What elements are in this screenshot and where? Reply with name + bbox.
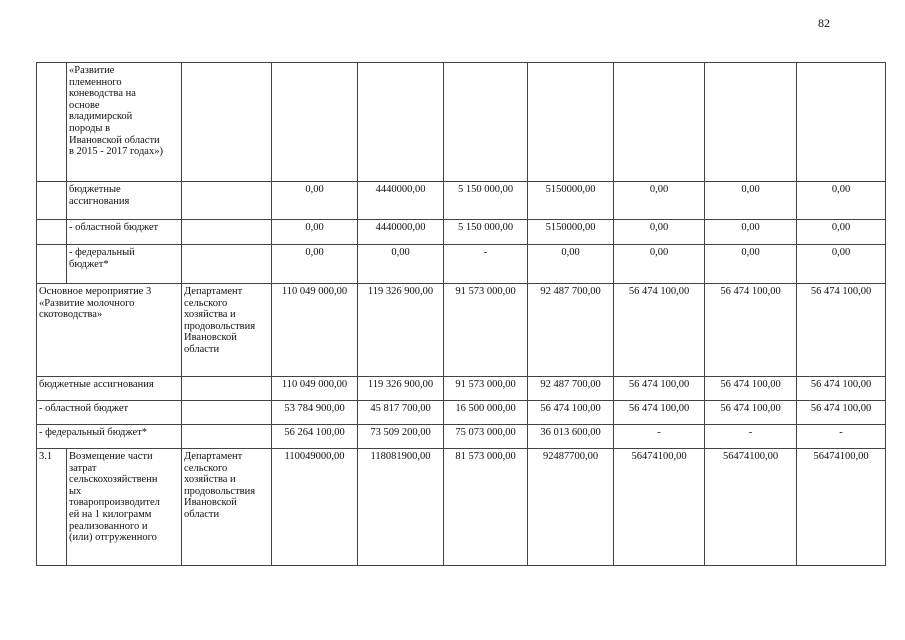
- row-number-cell: 3.1: [37, 449, 67, 566]
- budget-line-label: - федеральный бюджет*: [67, 245, 182, 284]
- executor-cell: [182, 220, 272, 245]
- value-cell: 56474100,00: [705, 449, 797, 566]
- value-cell: 92487700,00: [528, 449, 614, 566]
- value-cell: -: [797, 425, 886, 449]
- value-cell: 56 474 100,00: [614, 377, 705, 401]
- value-cell: 56 474 100,00: [528, 401, 614, 425]
- value-cell: 56 474 100,00: [797, 377, 886, 401]
- value-cell: 16 500 000,00: [444, 401, 528, 425]
- executor-cell: Департамент сельского хозяйства и продовольствия Ивановской области: [182, 284, 272, 377]
- value-cell: 56 264 100,00: [272, 425, 358, 449]
- value-cell: 119 326 900,00: [358, 284, 444, 377]
- table-row: [37, 377, 886, 401]
- value-cell: 75 073 000,00: [444, 425, 528, 449]
- value-cell: 5 150 000,00: [444, 182, 528, 220]
- value-cell: -: [444, 245, 528, 284]
- row-number-cell: [37, 220, 67, 245]
- value-cell: 118081900,00: [358, 449, 444, 566]
- value-cell: 0,00: [797, 245, 886, 284]
- value-cell: 36 013 600,00: [528, 425, 614, 449]
- value-cell: [705, 63, 797, 182]
- table-row: [37, 220, 886, 245]
- value-cell: 0,00: [705, 182, 797, 220]
- main-measure-name: Основное мероприятие 3 «Развитие молочного скотоводства»: [37, 284, 182, 377]
- value-cell: 92 487 700,00: [528, 377, 614, 401]
- value-cell: 0,00: [272, 220, 358, 245]
- executor-cell: [182, 63, 272, 182]
- budget-line-label: бюджетные ассигнования: [37, 377, 182, 401]
- value-cell: 110 049 000,00: [272, 377, 358, 401]
- value-cell: 56 474 100,00: [614, 284, 705, 377]
- table-row: [37, 449, 886, 566]
- value-cell: 4440000,00: [358, 182, 444, 220]
- value-cell: 56 474 100,00: [705, 284, 797, 377]
- value-cell: 5150000,00: [528, 182, 614, 220]
- table-row: [37, 284, 886, 377]
- value-cell: 110 049 000,00: [272, 284, 358, 377]
- executor-cell: [182, 425, 272, 449]
- value-cell: 0,00: [614, 245, 705, 284]
- row-number-cell: [37, 245, 67, 284]
- budget-table: [36, 62, 886, 566]
- value-cell: 110049000,00: [272, 449, 358, 566]
- value-cell: 0,00: [272, 182, 358, 220]
- value-cell: -: [614, 425, 705, 449]
- executor-cell: Департамент сельского хозяйства и продовольствия Ивановской области: [182, 449, 272, 566]
- value-cell: 0,00: [358, 245, 444, 284]
- value-cell: 0,00: [797, 182, 886, 220]
- table-row: [37, 401, 886, 425]
- value-cell: 5 150 000,00: [444, 220, 528, 245]
- row-number-cell: [37, 63, 67, 182]
- value-cell: 56 474 100,00: [705, 401, 797, 425]
- value-cell: 53 784 900,00: [272, 401, 358, 425]
- value-cell: 81 573 000,00: [444, 449, 528, 566]
- value-cell: 91 573 000,00: [444, 284, 528, 377]
- executor-cell: [182, 401, 272, 425]
- value-cell: 45 817 700,00: [358, 401, 444, 425]
- row-number-cell: [37, 182, 67, 220]
- budget-line-label: бюджетные ассигнования: [67, 182, 182, 220]
- budget-line-label: - областной бюджет: [37, 401, 182, 425]
- budget-line-label: - областной бюджет: [67, 220, 182, 245]
- value-cell: [614, 63, 705, 182]
- value-cell: 5150000,00: [528, 220, 614, 245]
- measure-name-cell: Возмещение части затрат сельскохозяйственн ых товаропроизводител ей на 1 килограмм реализованного и (или) отгруженного: [67, 449, 182, 566]
- value-cell: 56 474 100,00: [797, 401, 886, 425]
- executor-cell: [182, 377, 272, 401]
- value-cell: 91 573 000,00: [444, 377, 528, 401]
- value-cell: 0,00: [705, 220, 797, 245]
- value-cell: [272, 63, 358, 182]
- value-cell: 56 474 100,00: [797, 284, 886, 377]
- table-row: [37, 245, 886, 284]
- value-cell: 0,00: [797, 220, 886, 245]
- value-cell: [797, 63, 886, 182]
- value-cell: [528, 63, 614, 182]
- executor-cell: [182, 182, 272, 220]
- table-row: [37, 63, 886, 182]
- table-row: [37, 182, 886, 220]
- value-cell: 0,00: [705, 245, 797, 284]
- value-cell: 73 509 200,00: [358, 425, 444, 449]
- value-cell: 4440000,00: [358, 220, 444, 245]
- value-cell: 56474100,00: [797, 449, 886, 566]
- value-cell: 56 474 100,00: [614, 401, 705, 425]
- table-row: [37, 425, 886, 449]
- value-cell: [444, 63, 528, 182]
- value-cell: 0,00: [272, 245, 358, 284]
- budget-line-label: - федеральный бюджет*: [37, 425, 182, 449]
- value-cell: 119 326 900,00: [358, 377, 444, 401]
- value-cell: 0,00: [614, 182, 705, 220]
- program-name-cell: «Развитие племенного коневодства на основе владимирской породы в Ивановской области в 2015 - 2017 годах»): [67, 63, 182, 182]
- value-cell: 56 474 100,00: [705, 377, 797, 401]
- value-cell: [358, 63, 444, 182]
- page-number: 82: [818, 16, 830, 30]
- value-cell: 0,00: [528, 245, 614, 284]
- value-cell: -: [705, 425, 797, 449]
- value-cell: 0,00: [614, 220, 705, 245]
- value-cell: 56474100,00: [614, 449, 705, 566]
- value-cell: 92 487 700,00: [528, 284, 614, 377]
- executor-cell: [182, 245, 272, 284]
